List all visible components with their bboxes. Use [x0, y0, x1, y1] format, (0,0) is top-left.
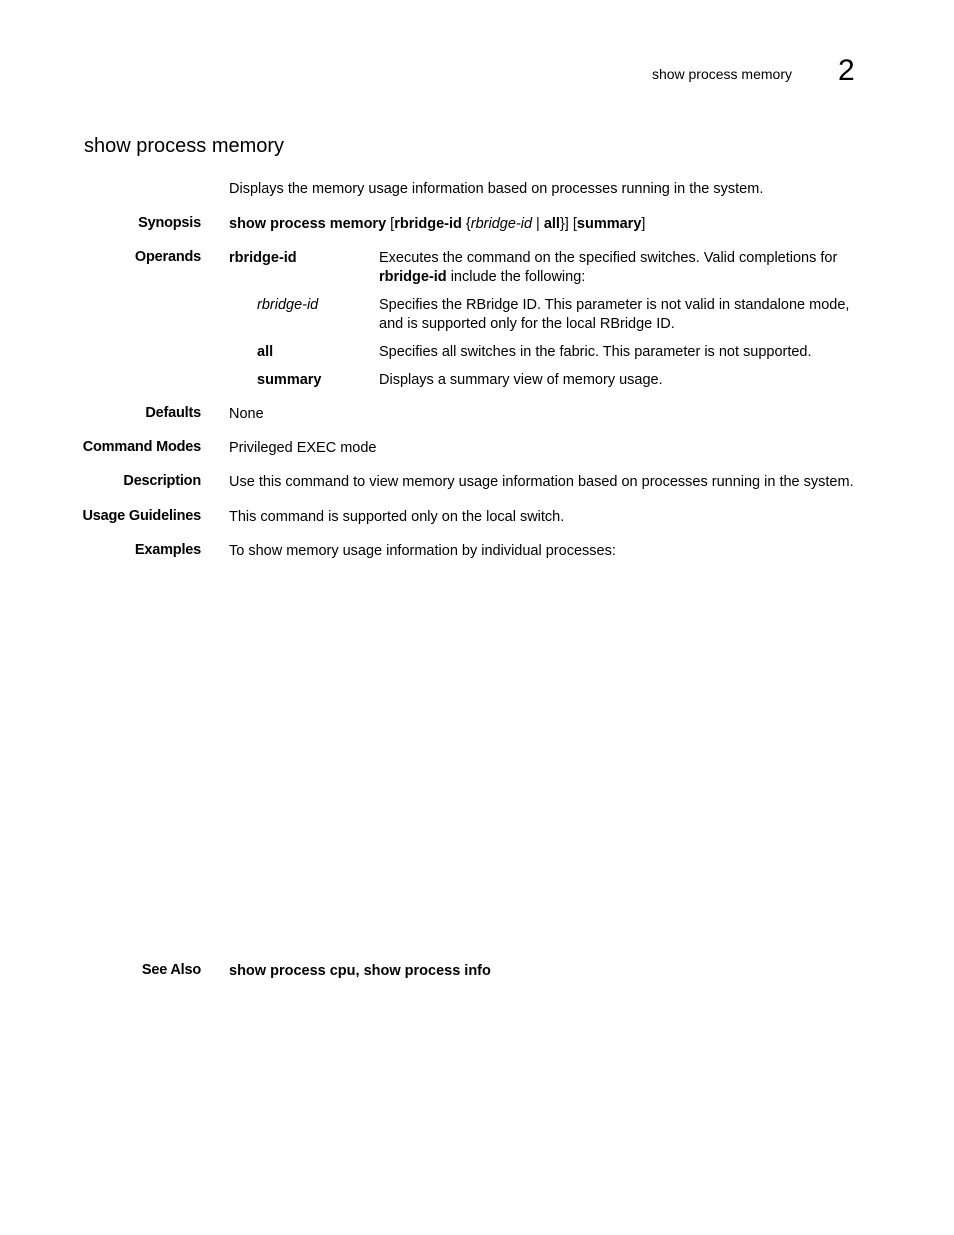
synopsis-open-brace: {	[461, 216, 471, 232]
command-modes-value: Privileged EXEC mode	[229, 440, 377, 456]
usage-guidelines-label: Usage Guidelines	[82, 508, 201, 524]
operand-rbridge-id-desc-rest: include the following:	[446, 269, 586, 285]
operand-rbridge-id-desc-line1: Executes the command on the specified switches. Valid completions for	[379, 250, 838, 266]
synopsis-text	[229, 215, 645, 234]
usage-guidelines-value: This command is supported only on the local switch.	[229, 509, 565, 525]
synopsis-all-keyword: all	[543, 216, 560, 232]
command-modes-label: Command Modes	[82, 439, 201, 455]
see-also-links[interactable]: show process cpu, show process info	[229, 963, 491, 979]
synopsis-rbridge-keyword: rbridge-id	[394, 216, 462, 232]
synopsis-pipe: |	[532, 216, 544, 232]
sub-operand-all-name: all	[257, 344, 274, 360]
chapter-number: 2	[838, 54, 855, 87]
sub-operand-summary-desc: Displays a summary view of memory usage.	[379, 372, 663, 388]
running-header-title: show process memory	[651, 66, 792, 82]
sub-operand-summary-name: summary	[257, 372, 322, 388]
defaults-value: None	[229, 406, 264, 422]
synopsis-rbridge-arg: rbridge-id	[470, 216, 533, 232]
synopsis-close-group: }] [	[559, 216, 577, 232]
examples-value: To show memory usage information by individual processes:	[229, 543, 616, 559]
synopsis-close-bracket: ]	[641, 216, 646, 232]
description-value: Use this command to view memory usage information based on processes running in the system.	[229, 474, 854, 490]
sub-operand-all-desc: Specifies all switches in the fabric. This parameter is not supported.	[379, 344, 812, 360]
operand-rbridge-id-name: rbridge-id	[229, 250, 297, 266]
synopsis-summary-keyword: summary	[576, 216, 642, 232]
see-also-label: See Also	[141, 962, 201, 978]
page-title: show process memory	[84, 135, 285, 157]
synopsis-label: Synopsis	[138, 215, 201, 231]
defaults-label: Defaults	[145, 405, 201, 421]
operand-rbridge-id-desc	[379, 249, 874, 287]
sub-operand-rbridge-id-desc: Specifies the RBridge ID. This parameter is not valid in standalone mode, and is supported only for the local RBridge ID.	[379, 297, 850, 332]
description-label: Description	[123, 473, 201, 489]
operands-label: Operands	[134, 249, 201, 265]
operand-rbridge-id-desc-bold: rbridge-id	[379, 269, 447, 285]
synopsis-open-bracket: [	[386, 216, 395, 232]
examples-label: Examples	[134, 542, 201, 558]
synopsis-command: show process memory	[229, 216, 387, 232]
sub-operand-rbridge-id-name: rbridge-id	[257, 297, 319, 313]
intro-text: Displays the memory usage information based on processes running in the system.	[229, 181, 764, 197]
